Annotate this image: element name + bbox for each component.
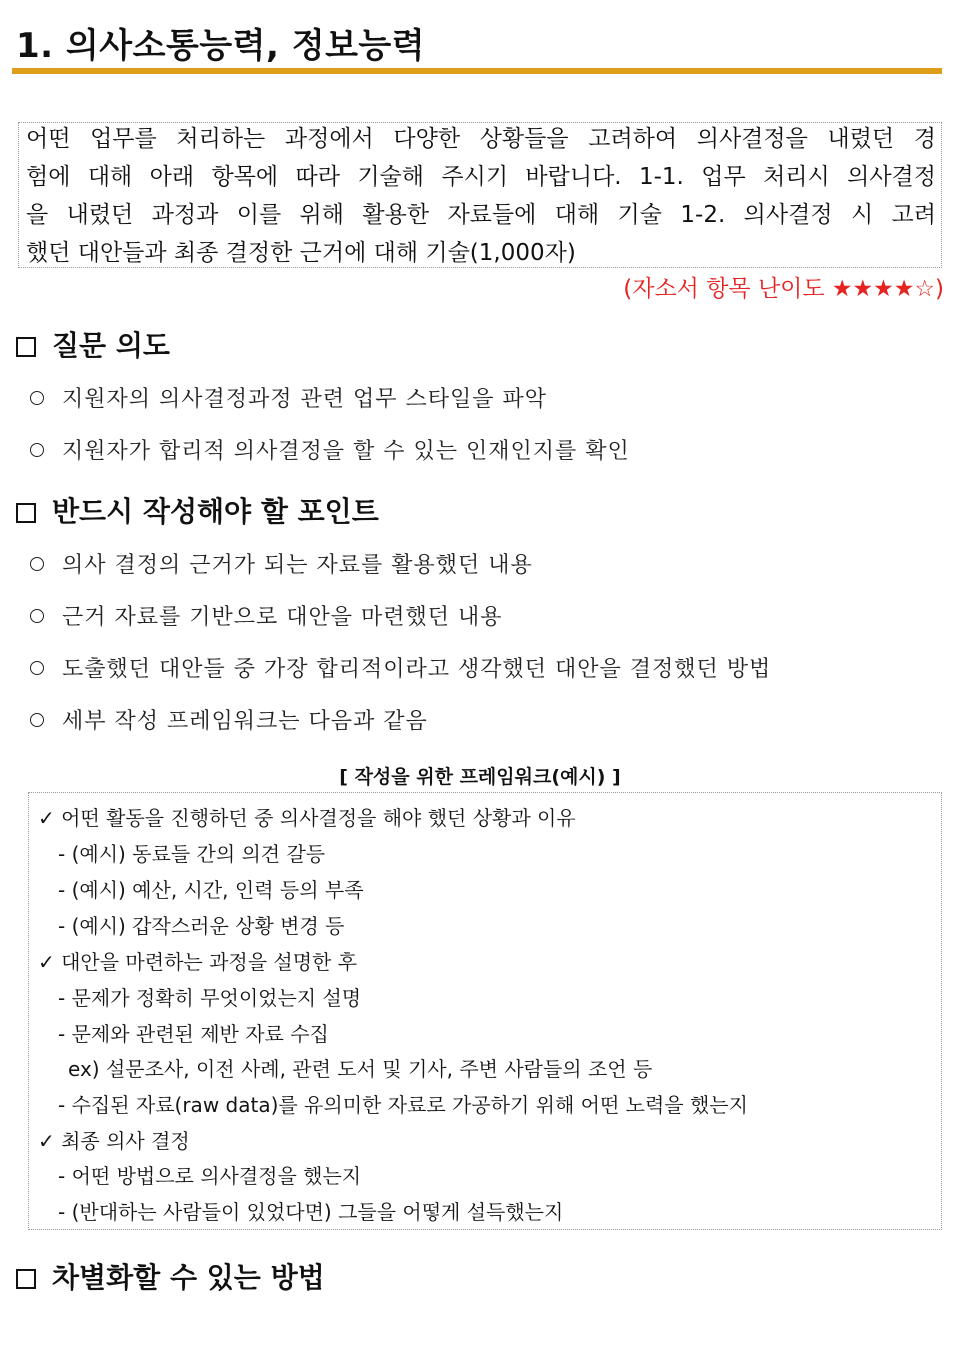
checkbox-square-icon [16,503,36,523]
framework-line: - (반대하는 사람들이 있었다면) 그들을 어떻게 설득했는지 [58,1200,564,1224]
list-item-text: 근거 자료를 기반으로 대안을 마련했던 내용 [62,605,503,630]
framework-line: - 문제가 정확히 무엇이었는지 설명 [58,986,362,1010]
list-item [30,600,503,631]
question-line-3: 을 내렸던 과정과 이를 위해 활용한 자료들에 대해 기술 1-2. 의사결정 시 고려 [26,202,936,228]
list-item-text: 지원자가 합리적 의사결정을 할 수 있는 인재인지를 확인 [62,439,630,464]
circle-bullet-icon [30,713,44,727]
question-line-1: 어떤 업무를 처리하는 과정에서 다양한 상황들을 고려하여 의사결정을 내렸던 경 [26,126,936,152]
list-item [30,434,630,465]
circle-bullet-icon [30,661,44,675]
section-heading-intent [16,324,170,364]
question-line-4: 했던 대안들과 최종 결정한 근거에 대해 기술(1,000자) [26,240,576,266]
section-heading-label: 차별화할 수 있는 방법 [52,1261,325,1294]
framework-line: ✓ 대안을 마련하는 과정을 설명한 후 [38,950,358,974]
list-item-text: 지원자의 의사결정과정 관련 업무 스타일을 파악 [62,387,548,412]
framework-line: - 수집된 자료(raw data)를 유의미한 자료로 가공하기 위해 어떤 노력을 했는지 [58,1093,748,1117]
framework-line: ex) 설문조사, 이전 사례, 관련 도서 및 기사, 주변 사람들의 조언 등 [68,1057,653,1081]
framework-line: - (예시) 동료들 간의 의견 갈등 [58,842,326,866]
list-item [30,382,547,413]
framework-line: - 문제와 관련된 제반 자료 수집 [58,1022,329,1046]
section-heading-label: 질문 의도 [52,329,170,362]
title-underline [12,68,942,74]
checkbox-square-icon [16,337,36,357]
difficulty-rating: (자소서 항목 난이도 ★★★★☆) [623,276,944,302]
circle-bullet-icon [30,391,44,405]
framework-line: ✓ 어떤 활동을 진행하던 중 의사결정을 해야 했던 상황과 이유 [38,806,576,830]
section-heading-label: 반드시 작성해야 할 포인트 [52,495,379,528]
list-item [30,652,771,683]
framework-line: - (예시) 갑작스러운 상황 변경 등 [58,914,345,938]
list-item-text: 도출했던 대안들 중 가장 합리적이라고 생각했던 대안을 결정했던 방법 [62,657,772,682]
framework-line: - (예시) 예산, 시간, 인력 등의 부족 [58,878,364,902]
list-item [30,548,533,579]
page-title: 1. 의사소통능력, 정보능력 [16,26,426,66]
section-heading-points [16,490,379,530]
circle-bullet-icon [30,443,44,457]
framework-line: ✓ 최종 의사 결정 [38,1129,190,1153]
circle-bullet-icon [30,557,44,571]
section-heading-differentiation [16,1256,325,1296]
list-item-text: 세부 작성 프레임워크는 다음과 같음 [62,709,428,734]
list-item [30,704,428,735]
framework-line: - 어떤 방법으로 의사결정을 했는지 [58,1164,362,1188]
circle-bullet-icon [30,609,44,623]
checkbox-square-icon [16,1269,36,1289]
framework-title: [ 작성을 위한 프레임워크(예시) ] [339,766,621,788]
list-item-text: 의사 결정의 근거가 되는 자료를 활용했던 내용 [62,553,533,578]
question-line-2: 험에 대해 아래 항목에 따라 기술해 주시기 바랍니다. 1-1. 업무 처리시 의사결정 [26,164,936,190]
